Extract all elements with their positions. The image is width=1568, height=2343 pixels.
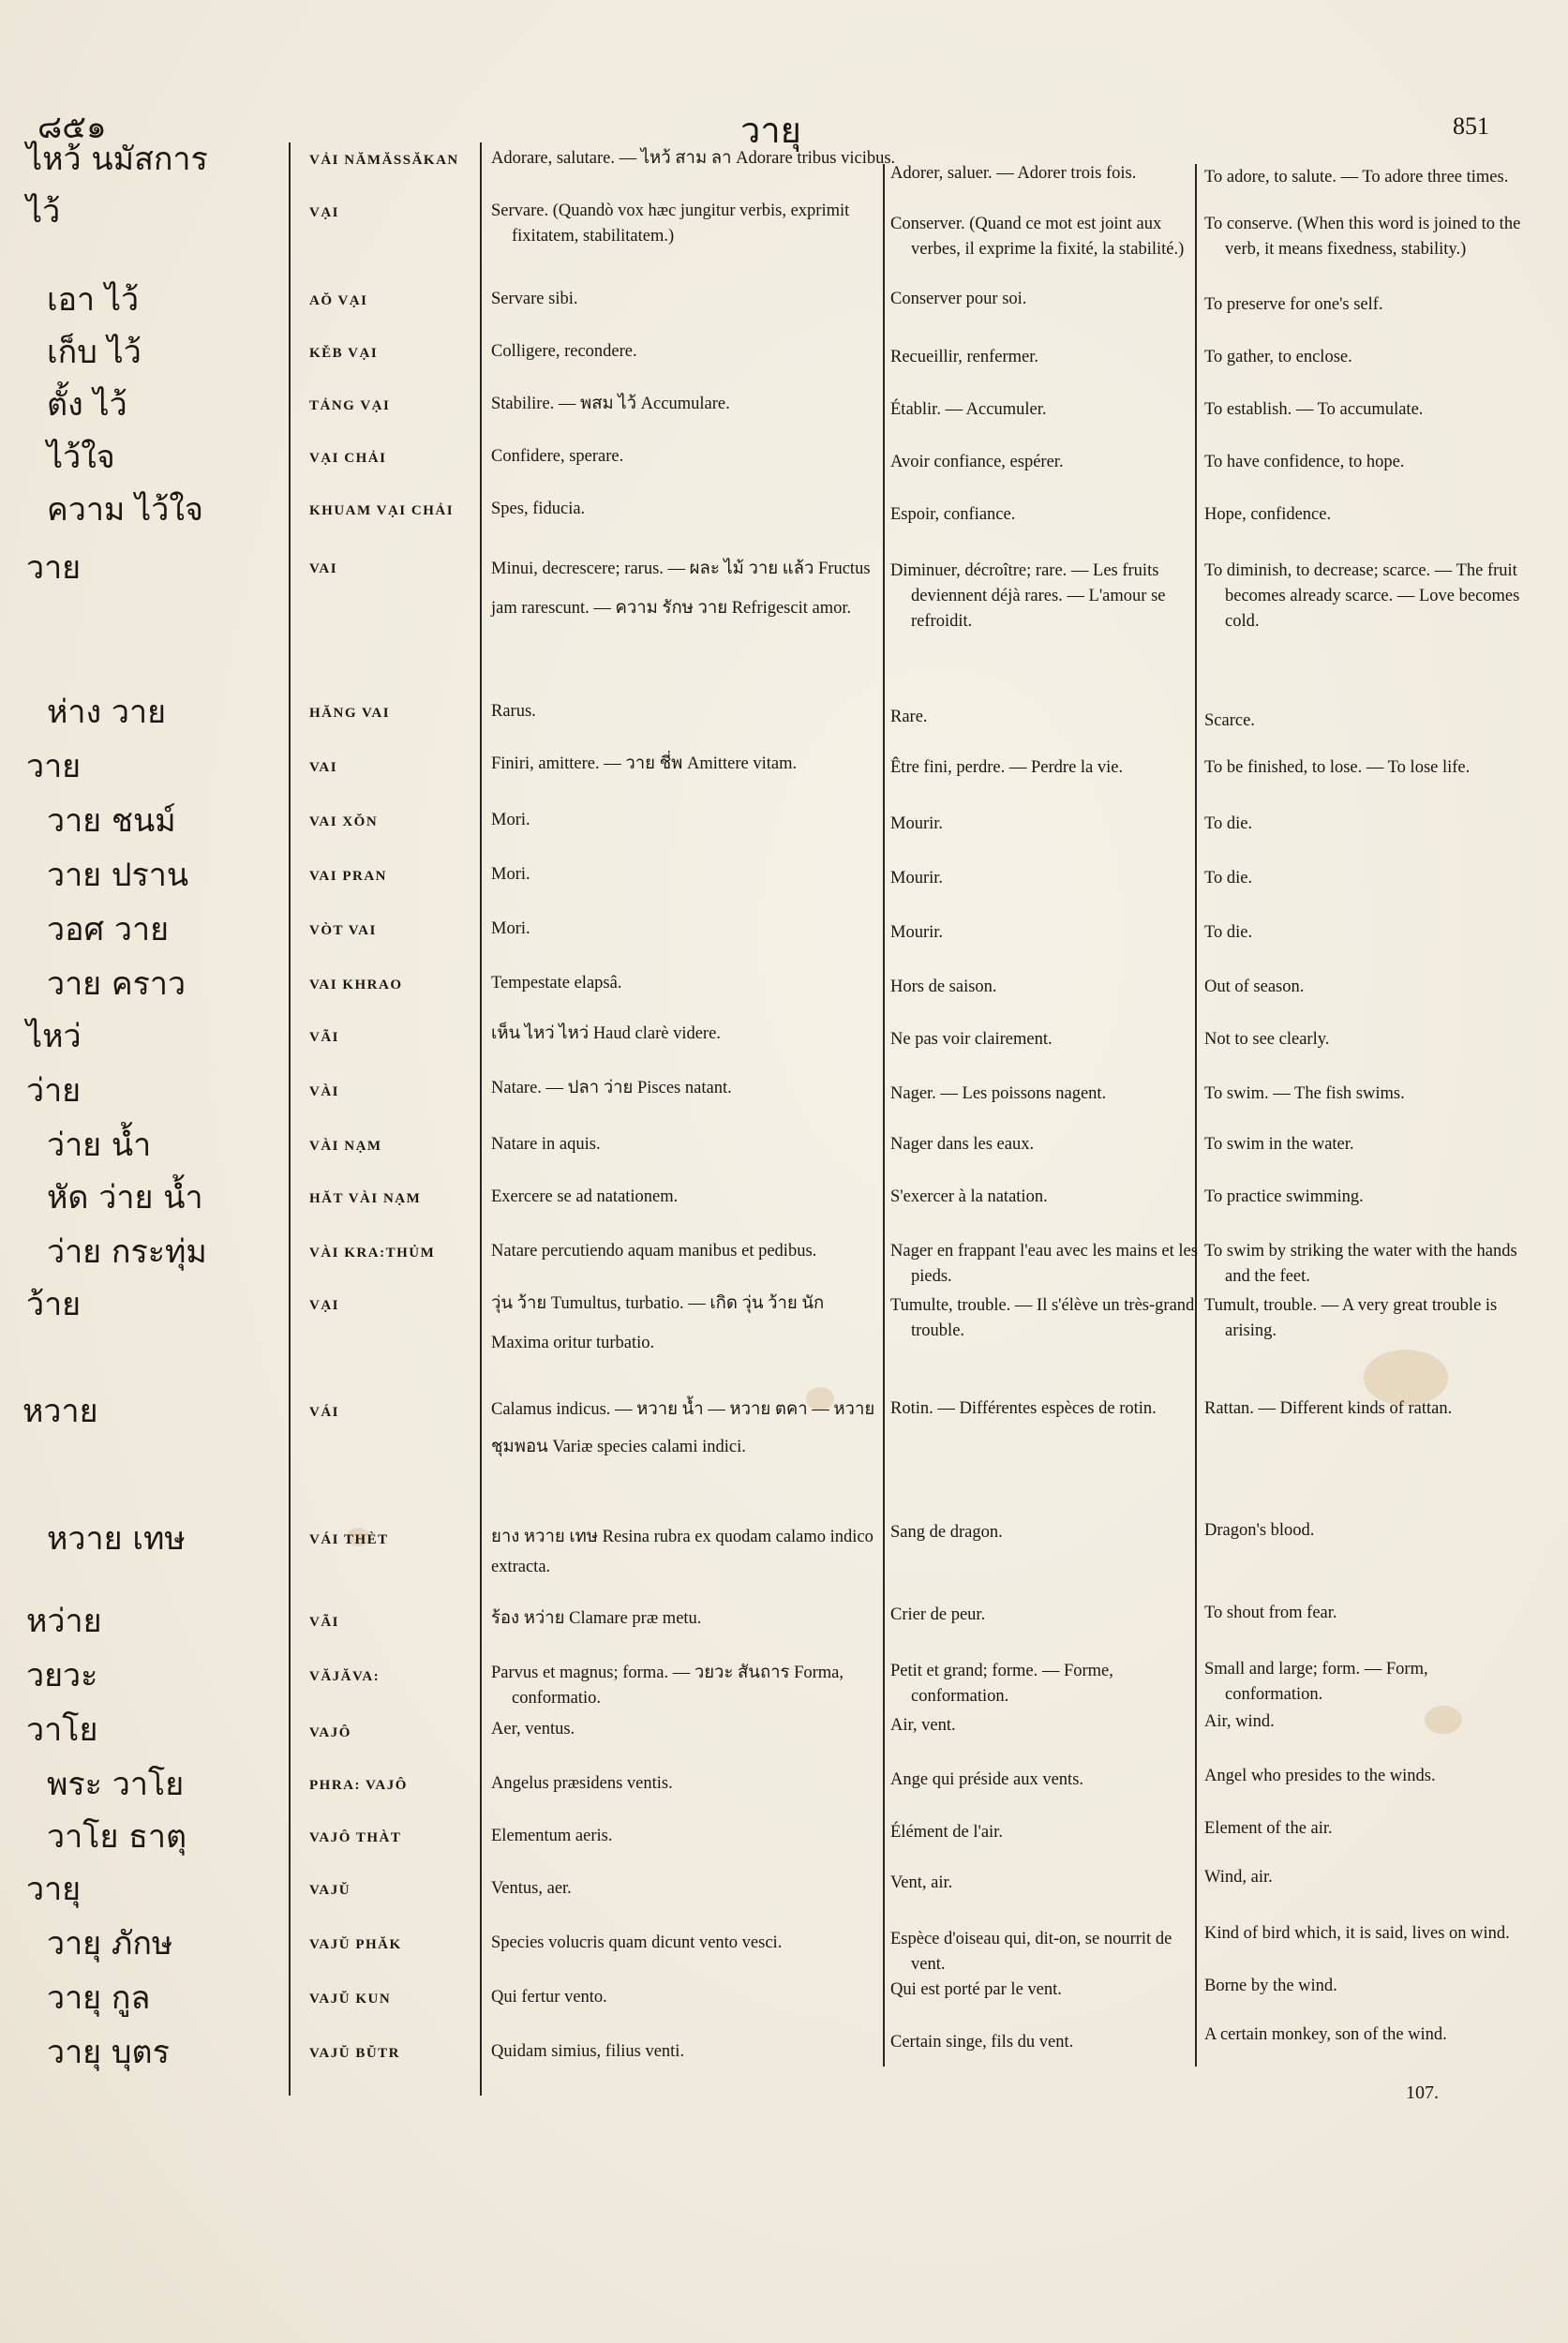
romanization: VAI XŎN (309, 814, 379, 829)
french-definition: Nager en frappant l'eau avec les mains et les pieds. (890, 1242, 1198, 1286)
french-definition: S'exercer à la natation. (890, 1187, 1048, 1206)
english-definition: Out of season. (1204, 977, 1305, 996)
thai-headword: เก็บ ไว้ (47, 334, 142, 371)
column-rule (480, 142, 482, 2096)
french-definition: Air, vent. (890, 1716, 956, 1735)
romanization: VAI KHRAO (309, 977, 403, 992)
french-definition: Rotin. — Différentes espèces de rotin. (890, 1399, 1157, 1418)
thai-page-number: ๘๕๑ (37, 109, 107, 146)
english-definition: To preserve for one's self. (1204, 295, 1383, 314)
romanization: VẠI (309, 205, 340, 220)
english-definition: Not to see clearly. (1204, 1030, 1330, 1049)
english-definition: Rattan. — Different kinds of rattan. (1204, 1399, 1453, 1418)
english-definition: To swim by striking the water with the hands and the feet. (1204, 1242, 1517, 1286)
thai-headword: หัด ว่าย น้ำ (47, 1179, 203, 1216)
latin-definition: ยาง หวาย เทษ Resina rubra ex quodam calamo indico extracta. (491, 1528, 874, 1576)
latin-definition: Species volucris quam dicunt vento vesci. (491, 1933, 783, 1952)
english-definition: To die. (1204, 814, 1253, 833)
french-definition: Rare. (890, 708, 928, 726)
romanization: VAJÔ THÀT (309, 1830, 402, 1845)
thai-headword: วายุ กูล (47, 1979, 151, 2017)
english-definition: Kind of bird which, it is said, lives on wind. (1204, 1924, 1510, 1943)
romanization: VÀI KRA:THỦM (309, 1246, 436, 1261)
thai-headword: วายุ บุตร (47, 2034, 170, 2071)
thai-headword: ว่าย น้ำ (47, 1127, 152, 1164)
french-definition: Certain singe, fils du vent. (890, 2033, 1074, 2052)
latin-definition: Natare. — ปลา ว่าย Pisces natant. (491, 1079, 732, 1097)
latin-definition: Ventus, aer. (491, 1879, 572, 1898)
thai-headword: ความ ไว้ใจ (47, 491, 203, 529)
latin-definition: วุ่น ว้าย Tumultus, turbatio. — เกิด วุ่น ว้าย นัก Maxima oritur turbatio. (491, 1294, 825, 1352)
french-definition: Tumulte, trouble. — Il s'élève un très-grand trouble. (890, 1296, 1195, 1340)
romanization: VÀI (309, 1084, 340, 1099)
french-definition: Nager. — Les poissons nagent. (890, 1084, 1107, 1103)
english-definition: To gather, to enclose. (1204, 348, 1352, 366)
french-definition: Vent, air. (890, 1873, 953, 1892)
latin-definition: เห็น ไหว่ ไหว่ Haud clarè videre. (491, 1024, 721, 1043)
thai-headword: ว่าย (26, 1072, 82, 1110)
english-definition: To die. (1204, 923, 1253, 942)
romanization: HĂT VÀI NẠM (309, 1191, 422, 1206)
thai-headword: วาย (26, 549, 82, 587)
romanization: VẠI (309, 1298, 340, 1313)
romanization: VAJŬ PHĂK (309, 1937, 402, 1952)
english-definition: Tumult, trouble. — A very great trouble is arising. (1204, 1296, 1498, 1340)
romanization: VAI (309, 561, 338, 576)
english-definition: To swim in the water. (1204, 1135, 1354, 1154)
romanization: VÃI (309, 1030, 340, 1045)
thai-headword: วาย ชนม์ (47, 802, 176, 840)
english-definition: Hope, confidence. (1204, 505, 1332, 524)
french-definition: Crier de peur. (890, 1605, 986, 1624)
romanization: HĂNG VAI (309, 706, 391, 721)
french-definition: Être fini, perdre. — Perdre la vie. (890, 758, 1124, 777)
french-definition: Établir. — Accumuler. (890, 400, 1047, 419)
romanization: VAJÔ (309, 1725, 351, 1740)
thai-headword: วอศ วาย (47, 911, 170, 948)
thai-headword: ไหว่ (26, 1018, 82, 1055)
thai-headword: พระ วาโย (47, 1766, 185, 1803)
latin-definition: Stabilire. — พสม ไว้ Accumulare. (491, 395, 730, 413)
french-definition: Mourir. (890, 814, 944, 833)
latin-definition: Angelus præsidens ventis. (491, 1774, 673, 1793)
english-definition: Small and large; form. — Form, conformation. (1204, 1660, 1428, 1704)
french-definition: Petit et grand; forme. — Forme, conformation. (890, 1662, 1113, 1706)
latin-definition: Parvus et magnus; forma. — วยวะ สันถาร Forma, conformatio. (491, 1664, 844, 1708)
latin-definition: Spes, fiducia. (491, 500, 586, 518)
thai-headword: หว่าย (26, 1603, 102, 1640)
running-title: วายุ (740, 110, 801, 151)
thai-headword: วาโย (26, 1711, 98, 1749)
latin-definition: Adorare, salutare. — ไหว้ สาม ลา Adorare tribus vicibus. (491, 149, 896, 168)
thai-headword: ตั้ง ไว้ (47, 386, 127, 424)
latin-definition: ร้อง หว่าย Clamare præ metu. (491, 1609, 702, 1628)
column-rule (1195, 164, 1197, 2067)
french-definition: Mourir. (890, 923, 944, 942)
thai-headword: ไว้ (26, 193, 61, 231)
french-definition: Hors de saison. (890, 977, 997, 996)
thai-headword: เอา ไว้ (47, 281, 140, 319)
english-definition: Element of the air. (1204, 1819, 1333, 1838)
romanization: VAJŬ BŬTR (309, 2046, 400, 2061)
english-definition: Borne by the wind. (1204, 1977, 1337, 1995)
french-definition: Sang de dragon. (890, 1523, 1003, 1542)
latin-definition: Confidere, sperare. (491, 447, 624, 466)
french-definition: Mourir. (890, 869, 944, 888)
romanization: VÒT VAI (309, 923, 377, 938)
romanization: VẠI CHẢI (309, 451, 387, 466)
english-definition: To shout from fear. (1204, 1604, 1337, 1622)
romanization: VÁI (309, 1405, 340, 1420)
page-number: 851 (1453, 112, 1489, 140)
french-definition: Élément de l'air. (890, 1823, 1003, 1842)
latin-definition: Rarus. (491, 702, 536, 721)
english-definition: To adore, to salute. — To adore three times. (1204, 168, 1509, 187)
romanization: KHUAM VẠI CHẢI (309, 503, 455, 518)
thai-headword: วาโย ธาตุ (47, 1818, 187, 1856)
romanization: TẢNG VẠI (309, 398, 391, 413)
english-definition: To be finished, to lose. — To lose life. (1204, 758, 1471, 777)
latin-definition: Mori. (491, 811, 530, 829)
english-definition: Dragon's blood. (1204, 1521, 1315, 1540)
latin-definition: Aer, ventus. (491, 1720, 575, 1739)
french-definition: Qui est porté par le vent. (890, 1980, 1062, 1999)
thai-headword: วายุ ภักษ (47, 1925, 173, 1962)
french-definition: Conserver. (Quand ce mot est joint aux verbes, il exprime la fixité, la stabilité.) (890, 215, 1185, 259)
romanization: VAI (309, 760, 338, 775)
english-definition: Wind, air. (1204, 1868, 1273, 1887)
column-rule (289, 142, 291, 2096)
romanization: VĂJĂVA: (309, 1669, 381, 1684)
french-definition: Conserver pour soi. (890, 290, 1027, 308)
latin-definition: Minui, decrescere; rarus. — ผละ ไม้ วาย แล้ว Fructus jam rarescunt. — ความ รักษ วาย Refrigescit amor. (491, 560, 871, 618)
printer-signature: 107. (1406, 2082, 1439, 2103)
english-definition: To diminish, to decrease; scarce. — The fruit becomes already scarce. — Love becomes cold. (1204, 561, 1520, 631)
romanization: VAJŬ KUN (309, 1992, 392, 2007)
thai-headword: หวาย (22, 1393, 98, 1430)
romanization: VÁI THÈT (309, 1532, 389, 1547)
romanization: KĚB VẠI (309, 346, 379, 361)
latin-definition: Natare in aquis. (491, 1135, 601, 1154)
thai-headword: วาย คราว (47, 965, 187, 1003)
thai-headword: วายุ (26, 1871, 82, 1908)
french-definition: Ange qui préside aux vents. (890, 1770, 1084, 1789)
latin-definition: Exercere se ad natationem. (491, 1187, 679, 1206)
english-definition: To have confidence, to hope. (1204, 453, 1405, 471)
latin-definition: Elementum aeris. (491, 1827, 613, 1845)
english-definition: Angel who presides to the winds. (1204, 1767, 1436, 1785)
latin-definition: Quidam simius, filius venti. (491, 2042, 685, 2061)
french-definition: Recueillir, renfermer. (890, 348, 1038, 366)
french-definition: Diminuer, décroître; rare. — Les fruits deviennent déjà rares. — L'amour se refroidit. (890, 561, 1166, 631)
french-definition: Espoir, confiance. (890, 505, 1016, 524)
thai-headword: ว่าย กระทุ่ม (47, 1233, 207, 1271)
thai-headword: ไหว้ นมัสการ (26, 141, 208, 178)
english-definition: To swim. — The fish swims. (1204, 1084, 1405, 1103)
english-definition: To conserve. (When this word is joined to the verb, it means fixedness, stability.) (1204, 215, 1521, 259)
thai-headword: ไว้ใจ (47, 439, 115, 476)
thai-headword: วาย ปราน (47, 857, 189, 894)
french-definition: Adorer, saluer. — Adorer trois fois. (890, 164, 1137, 183)
romanization: PHRA: VAJÔ (309, 1778, 408, 1793)
latin-definition: Tempestate elapsâ. (491, 974, 622, 992)
latin-definition: Natare percutiendo aquam manibus et pedibus. (491, 1242, 817, 1261)
romanization: VÀI NẠM (309, 1139, 382, 1154)
latin-definition: Finiri, amittere. — วาย ชี่พ Amittere vitam. (491, 754, 798, 773)
latin-definition: Servare sibi. (491, 290, 578, 308)
latin-definition: Colligere, recondere. (491, 342, 637, 361)
thai-headword: ว้าย (26, 1286, 82, 1323)
thai-headword: วยวะ (26, 1657, 98, 1694)
romanization: VẢI NĂMĂSSĂKAN (309, 153, 459, 168)
english-definition: Scarce. (1204, 711, 1255, 730)
latin-definition: Mori. (491, 865, 530, 884)
english-definition: A certain monkey, son of the wind. (1204, 2025, 1447, 2044)
thai-headword: หวาย เทษ (47, 1520, 186, 1558)
french-definition: Espèce d'oiseau qui, dit-on, se nourrit de vent. (890, 1930, 1172, 1974)
french-definition: Avoir confiance, espérer. (890, 453, 1064, 471)
english-definition: To die. (1204, 869, 1253, 888)
thai-headword: ห่าง วาย (47, 694, 167, 731)
romanization: VAI PRAN (309, 869, 387, 884)
english-definition: To establish. — To accumulate. (1204, 400, 1424, 419)
latin-definition: Servare. (Quandò vox hæc jungitur verbis, exprimit fixitatem, stabilitatem.) (491, 201, 850, 246)
latin-definition: Calamus indicus. — หวาย น้ำ — หวาย ตคา — หวาย ชุมพอน Variæ species calami indici. (491, 1400, 875, 1456)
romanization: VAJŬ (309, 1883, 351, 1898)
page-header (0, 101, 1568, 151)
french-definition: Ne pas voir clairement. (890, 1030, 1053, 1049)
latin-definition: Qui fertur vento. (491, 1988, 607, 2007)
latin-definition: Mori. (491, 919, 530, 938)
column-rule (883, 164, 885, 2067)
romanization: VÃI (309, 1615, 340, 1630)
english-definition: To practice swimming. (1204, 1187, 1364, 1206)
romanization: AŎ VẠI (309, 293, 368, 308)
thai-headword: วาย (26, 748, 82, 785)
french-definition: Nager dans les eaux. (890, 1135, 1035, 1154)
english-definition: Air, wind. (1204, 1712, 1275, 1731)
